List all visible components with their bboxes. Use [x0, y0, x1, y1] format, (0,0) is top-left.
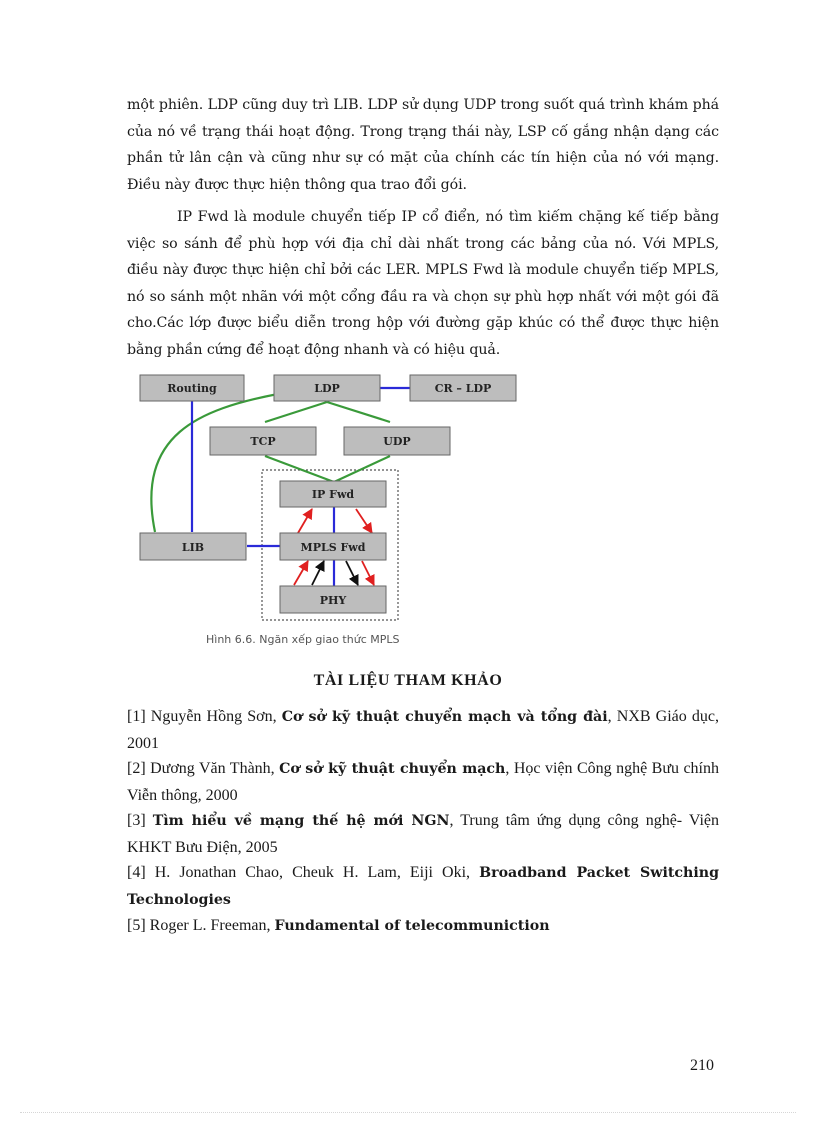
arrow-down-mplsfwd-phy-black [346, 561, 358, 585]
references-heading: TÀI LIỆU THAM KHẢO [313, 672, 503, 689]
node-phy [280, 586, 386, 613]
paragraph-1: một phiên. LDP cũng duy trì LIB. LDP sử dụng UDP trong suốt quá trình khám phá của nó về trạng thái hoạt động. Trong trạng thái này, LSP cố gắng nhận dạng các phần tử lân cận và cũng như sự có mặt của chính các tín hiện của nó với mạng. Điều này được thực hiện thông qua trao đổi gói. [127, 97, 719, 193]
node-mplsfwd [280, 533, 386, 560]
page-number: 210 [690, 1057, 714, 1074]
reference-item: [5] Roger L. Freeman, Fundamental of telecommuniction [127, 917, 550, 934]
node-tcp [210, 427, 316, 455]
mpls-stack-diagram [130, 364, 530, 626]
svg-text:TCP: TCP [250, 435, 276, 448]
figure-caption: Hình 6.6. Ngăn xếp giao thức MPLS [206, 633, 400, 646]
arrow-up-phy-mplsfwd-black [312, 561, 324, 585]
reference-item: [4] H. Jonathan Chao, Cheuk H. Lam, Eiji Oki, Broadband Packet Switching Technologies [127, 864, 719, 908]
link-ldp-udp [327, 402, 390, 422]
node-crldp [410, 375, 516, 401]
node-lib [140, 533, 246, 560]
node-ldp [274, 375, 380, 401]
paragraph-2: IP Fwd là module chuyển tiếp IP cổ điển, nó tìm kiếm chặng kế tiếp bằng việc so sánh để phù hợp với địa chỉ dài nhất trong các bảng của nó. Với MPLS, điều này được thực hiện chỉ bởi các LER. MPLS Fwd là module chuyển tiếp MPLS, nó so sánh một nhãn với một cổng đầu ra và chọn sự phù hợp nhất với một gói đã cho.Các lớp được biểu diễn trong hộp với đường gặp khúc có thể được thực hiện bằng phần cứng để hoạt động nhanh và có hiệu quả. [127, 209, 719, 358]
reference-item: [3] Tìm hiểu về mạng thế hệ mới NGN, Trung tâm ứng dụng công nghệ- Viện KHKT Bưu Điện, 2005 [127, 812, 720, 856]
svg-text:UDP: UDP [383, 435, 411, 448]
link-ldp-tcp [265, 402, 327, 422]
reference-item: [2] Dương Văn Thành, Cơ sở kỹ thuật chuyển mạch, Học viện Công nghệ Bưu chính Viễn thông, 2000 [127, 760, 720, 804]
svg-text:LDP: LDP [314, 382, 340, 395]
svg-text:PHY: PHY [319, 594, 347, 607]
link-udp-ipfwd [334, 456, 390, 482]
node-routing [140, 375, 244, 401]
reference-item: [1] Nguyễn Hồng Sơn, Cơ sở kỹ thuật chuyển mạch và tổng đài, NXB Giáo dục, 2001 [127, 708, 719, 752]
link-tcp-ipfwd [265, 456, 334, 482]
svg-text:MPLS Fwd: MPLS Fwd [300, 541, 366, 554]
arrow-up-mplsfwd-ipfwd [298, 509, 312, 533]
arrow-down-ipfwd-mplsfwd [356, 509, 372, 533]
link-ldp-lib [151, 394, 278, 532]
references-list [127, 704, 719, 940]
arrow-up-phy-mplsfwd-red [294, 561, 308, 585]
svg-text:CR – LDP: CR – LDP [434, 382, 492, 395]
svg-text:LIB: LIB [181, 541, 205, 554]
node-ipfwd [280, 481, 386, 507]
page-bottom-rule [20, 1112, 796, 1113]
node-udp [344, 427, 450, 455]
arrow-down-mplsfwd-phy-red [362, 561, 374, 585]
svg-text:Routing: Routing [167, 382, 217, 395]
svg-text:IP Fwd: IP Fwd [311, 488, 355, 501]
